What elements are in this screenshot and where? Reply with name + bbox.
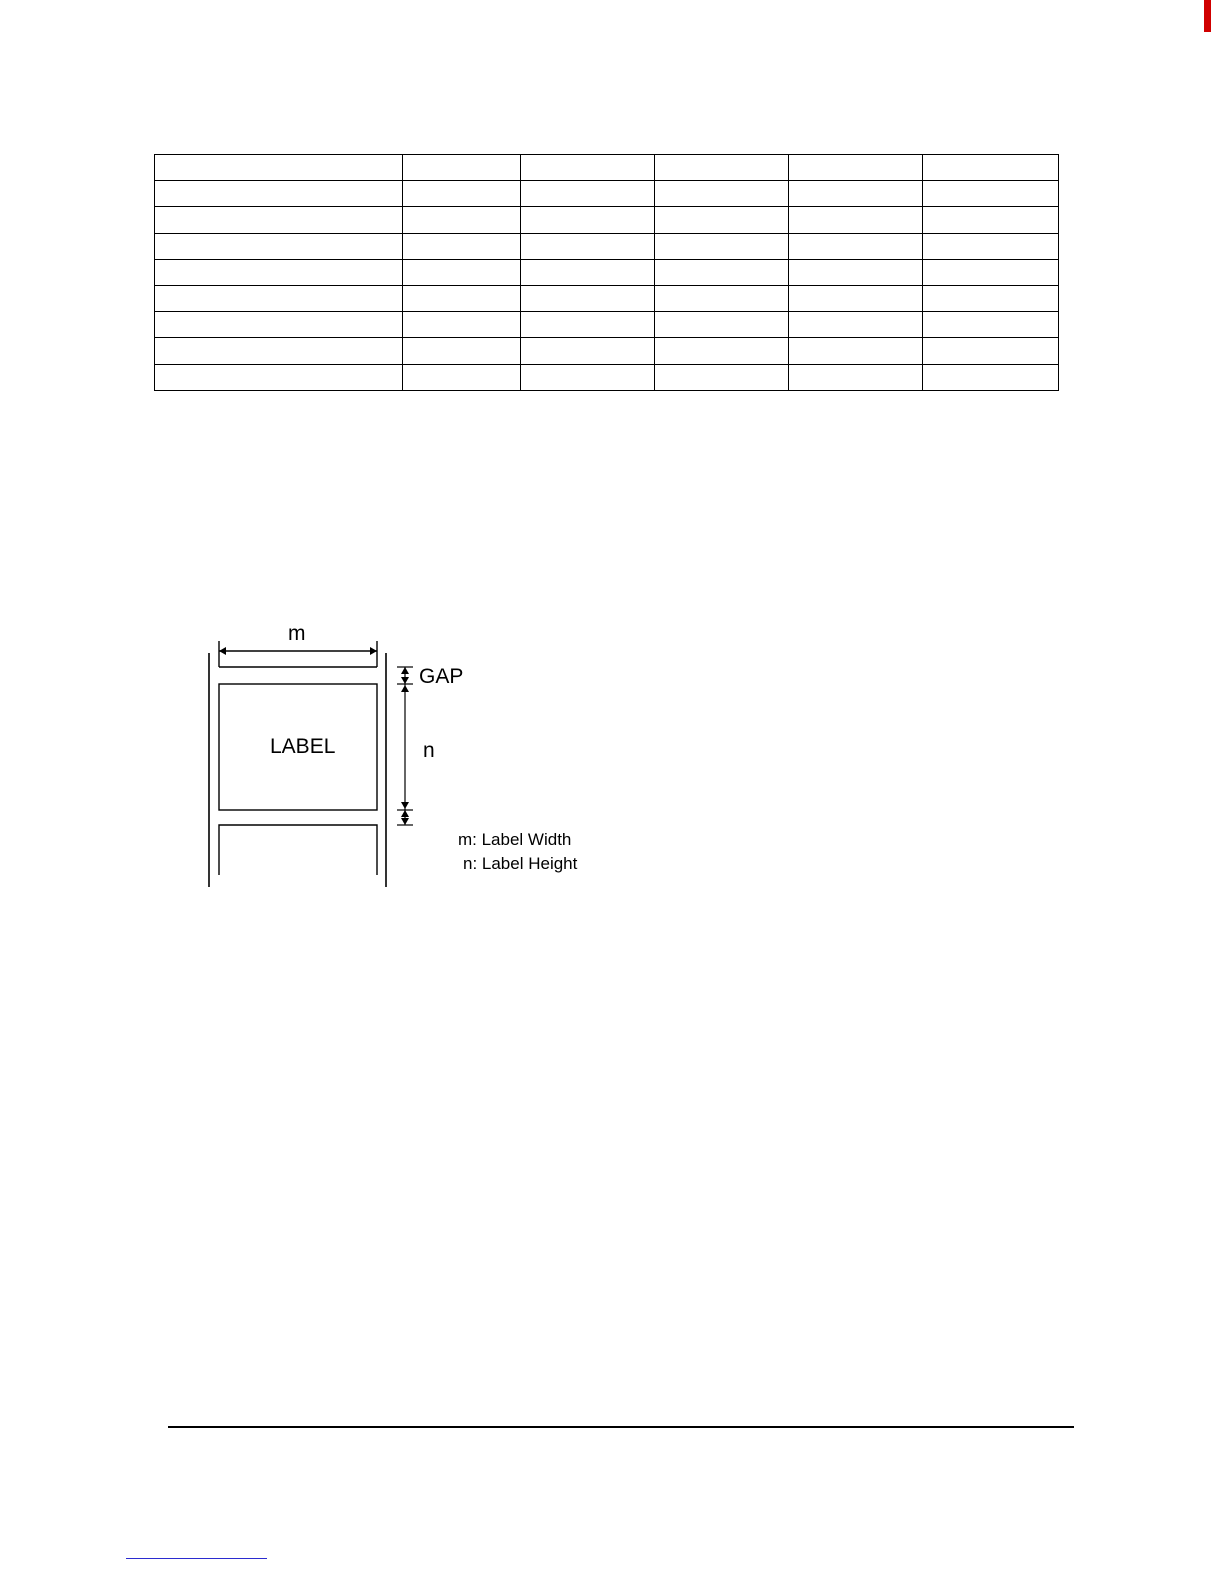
table-cell xyxy=(655,285,789,311)
table-cell xyxy=(789,259,923,285)
table-cell xyxy=(155,285,403,311)
table-cell xyxy=(923,312,1059,338)
label-diagram-drawing xyxy=(195,615,605,895)
height-dimension-label: n xyxy=(423,739,435,762)
table-cell xyxy=(403,233,521,259)
table-cell xyxy=(923,233,1059,259)
table-cell xyxy=(789,233,923,259)
next-label-outline xyxy=(219,825,377,875)
table-row xyxy=(155,181,1059,207)
gap-arrow-down xyxy=(401,677,409,684)
table-row xyxy=(155,338,1059,364)
table-cell xyxy=(155,364,403,390)
table-cell xyxy=(923,285,1059,311)
table-cell xyxy=(655,207,789,233)
table-cell xyxy=(155,338,403,364)
footer-link-underline[interactable] xyxy=(126,1558,267,1559)
table-cell xyxy=(789,207,923,233)
legend-label-width: m: Label Width xyxy=(458,830,572,849)
table-cell xyxy=(655,312,789,338)
table-cell xyxy=(521,312,655,338)
table-cell xyxy=(403,207,521,233)
table-cell xyxy=(655,259,789,285)
table-cell xyxy=(155,233,403,259)
table-cell xyxy=(155,312,403,338)
width-dimension-label: m xyxy=(288,622,306,645)
table-row xyxy=(155,312,1059,338)
table-cell xyxy=(655,233,789,259)
table-cell xyxy=(521,285,655,311)
table-row xyxy=(155,364,1059,390)
footer-divider xyxy=(168,1426,1074,1428)
table-cell xyxy=(155,259,403,285)
table-cell xyxy=(521,338,655,364)
table-cell xyxy=(403,312,521,338)
table-cell xyxy=(403,338,521,364)
table-cell xyxy=(403,259,521,285)
corner-marker xyxy=(1204,0,1211,32)
table-cell xyxy=(655,338,789,364)
table-cell xyxy=(655,364,789,390)
table-cell xyxy=(923,207,1059,233)
label-box-text: LABEL xyxy=(270,735,336,758)
height-arrow-bottom xyxy=(401,802,409,809)
table-cell xyxy=(923,338,1059,364)
table-cell xyxy=(155,207,403,233)
table-cell xyxy=(923,364,1059,390)
table-cell xyxy=(521,181,655,207)
table-cell xyxy=(403,364,521,390)
table-cell xyxy=(521,259,655,285)
gap-dimension-label: GAP xyxy=(419,665,464,688)
table-cell xyxy=(655,181,789,207)
table-cell xyxy=(155,155,403,181)
table-cell xyxy=(521,364,655,390)
legend-label-height: n: Label Height xyxy=(463,854,578,873)
table-row xyxy=(155,259,1059,285)
table-cell xyxy=(403,155,521,181)
gap-arrow-up xyxy=(401,667,409,674)
table-cell xyxy=(655,155,789,181)
table-row xyxy=(155,233,1059,259)
table-cell xyxy=(789,155,923,181)
table-cell xyxy=(923,259,1059,285)
table-row xyxy=(155,207,1059,233)
width-arrow-right xyxy=(370,647,377,655)
table-row xyxy=(155,155,1059,181)
table-cell xyxy=(789,338,923,364)
table-cell xyxy=(155,181,403,207)
lower-gap-arrow-down xyxy=(401,818,409,825)
table-cell xyxy=(521,155,655,181)
table-cell xyxy=(923,155,1059,181)
lower-gap-arrow-up xyxy=(401,810,409,817)
table-cell xyxy=(789,181,923,207)
table-cell xyxy=(403,285,521,311)
table-cell xyxy=(403,181,521,207)
table-body xyxy=(155,155,1059,391)
specification-table xyxy=(154,154,1059,391)
width-arrow-left xyxy=(219,647,226,655)
label-dimension-diagram xyxy=(195,615,605,895)
table-cell xyxy=(923,181,1059,207)
table-cell xyxy=(789,285,923,311)
table-row xyxy=(155,285,1059,311)
table-cell xyxy=(521,207,655,233)
height-arrow-top xyxy=(401,685,409,692)
table-cell xyxy=(789,312,923,338)
table-cell xyxy=(789,364,923,390)
table-cell xyxy=(521,233,655,259)
